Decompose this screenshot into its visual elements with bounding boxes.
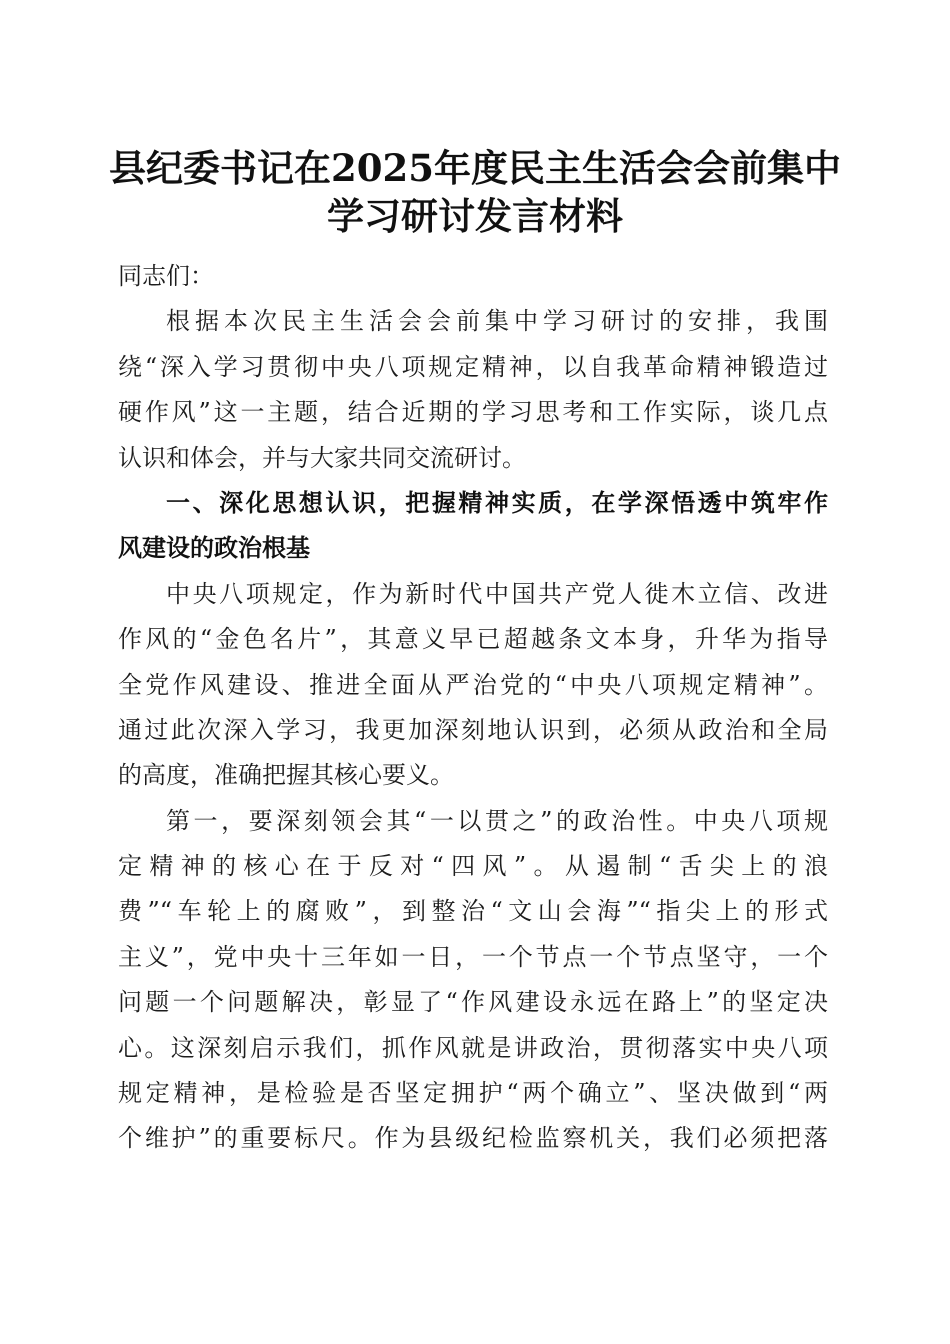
document-title-line-2: 学习研讨发言材料 — [327, 194, 623, 238]
paragraph-line: 中央八项规定，作为新时代中国共产党人徙木立信、改进 — [166, 579, 828, 608]
paragraph-line: 根据本次民主生活会会前集中学习研讨的安排，我围 — [166, 307, 828, 336]
document-body — [118, 254, 828, 1162]
document-title-line-1: 县纪委书记在2025年度民主生活会会前集中 — [109, 146, 841, 190]
paragraph-line: 主义”，党中央十三年如一日，一个节点一个节点坚守，一个 — [118, 942, 828, 971]
paragraph-line: 规定精神，是检验是否坚定拥护“两个确立”、坚决做到“两 — [118, 1079, 828, 1108]
paragraph-line: 费”“车轮上的腐败”，到整治“文山会海”“指尖上的形式 — [118, 897, 828, 926]
paragraph-line: 硬作风”这一主题，结合近期的学习思考和工作实际，谈几点 — [118, 398, 828, 427]
paragraph-line: 定精神的核心在于反对“四风”。从遏制“舌尖上的浪 — [118, 852, 828, 881]
paragraph-line: 第一，要深刻领会其“一以贯之”的政治性。中央八项规 — [166, 806, 828, 835]
paragraph-line: 的高度，准确把握其核心要义。 — [118, 761, 454, 790]
paragraph-line: 问题一个问题解决，彰显了“作风建设永远在路上”的坚定决 — [118, 988, 828, 1017]
paragraph-line: 通过此次深入学习，我更加深刻地认识到，必须从政治和全局 — [118, 715, 828, 744]
paragraph-line: 作风的“金色名片”，其意义早已超越条文本身，升华为指导 — [118, 625, 828, 654]
paragraph-line: 个维护”的重要标尺。作为县级纪检监察机关，我们必须把落 — [118, 1124, 828, 1153]
paragraph-line: 心。这深刻启示我们，抓作风就是讲政治，贯彻落实中央八项 — [118, 1033, 828, 1062]
paragraph-line: 全党作风建设、推进全面从严治党的“中央八项规定精神”。 — [118, 670, 828, 699]
salutation: 同志们： — [118, 262, 214, 290]
paragraph-line: 绕“深入学习贯彻中央八项规定精神，以自我革命精神锻造过 — [118, 352, 828, 381]
section-heading-line: 一、深化思想认识，把握精神实质，在学深悟透中筑牢作 — [166, 488, 828, 517]
paragraph-line: 认识和体会，并与大家共同交流研讨。 — [118, 443, 526, 472]
section-heading-line: 风建设的政治根基 — [118, 534, 310, 563]
